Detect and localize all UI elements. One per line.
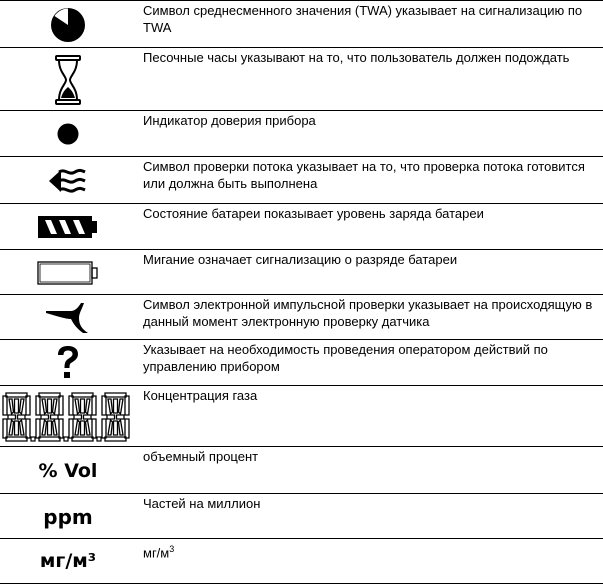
table-row	[0, 294, 603, 340]
table-row	[0, 110, 603, 157]
segment	[9, 420, 14, 435]
table-row	[0, 0, 603, 48]
segment	[108, 399, 113, 414]
segment	[102, 419, 106, 438]
twa-clock-icon	[0, 1, 136, 48]
segment	[48, 399, 52, 413]
segment	[72, 437, 93, 441]
segment	[102, 396, 106, 415]
mg-m3-symbol: мг/м³	[39, 550, 97, 572]
segment-digit	[69, 393, 96, 441]
segment	[53, 399, 58, 414]
segment	[59, 396, 63, 415]
unit-superscript: 3	[169, 544, 175, 554]
segment	[39, 393, 60, 397]
row-description: Символ электронной импульсной проверки указывает на происходящую в данный момент электронную проверку датчика	[143, 297, 593, 329]
segment	[119, 420, 124, 435]
decimal-point	[97, 437, 101, 441]
table-row	[0, 339, 603, 386]
segment	[72, 393, 93, 397]
segment	[114, 399, 118, 413]
segment	[41, 415, 49, 419]
segment	[26, 396, 30, 415]
segment	[8, 415, 16, 419]
flow-check-icon	[0, 157, 136, 204]
question-mark-icon	[0, 340, 136, 386]
row-description: Символ среднесменного значения (TWA) указывает на сигнализацию по TWA	[143, 3, 583, 35]
decimal-point	[64, 437, 68, 441]
segment	[117, 415, 125, 419]
segment	[92, 396, 96, 415]
segment	[59, 419, 63, 438]
table-row	[0, 47, 603, 111]
segment	[105, 437, 126, 441]
segment	[92, 419, 96, 438]
battery-empty-icon	[0, 250, 136, 295]
segment	[107, 415, 115, 419]
row-description: Концентрация газа	[143, 388, 258, 403]
segment	[39, 437, 60, 441]
segment	[36, 419, 40, 438]
segment	[114, 421, 118, 435]
segment	[75, 420, 80, 435]
segment	[3, 419, 7, 438]
row-description: объемный процент	[143, 449, 259, 464]
segment	[15, 399, 19, 413]
segment-display-icon	[0, 386, 136, 447]
table-row	[0, 493, 603, 539]
segment	[86, 420, 91, 435]
row-description: Частей на миллион	[143, 496, 261, 511]
segment	[20, 420, 25, 435]
segment	[81, 399, 85, 413]
unit-base: мг/м	[143, 545, 170, 561]
table-row	[0, 249, 603, 295]
segment	[42, 420, 47, 435]
segment	[18, 415, 26, 419]
segment-digit	[3, 393, 30, 441]
segment	[9, 399, 14, 414]
segment	[74, 415, 82, 419]
segment	[36, 396, 40, 415]
segment	[15, 421, 19, 435]
row-description: Мигание означает сигнализацию о разряде батареи	[143, 252, 458, 267]
row-description: Символ проверки потока указывает на то, что проверка потока готовится или должна быть выполнена	[143, 159, 585, 191]
e-bump-check-icon	[0, 295, 136, 340]
segment	[26, 419, 30, 438]
table-row	[0, 446, 603, 494]
segment	[81, 421, 85, 435]
segment	[6, 393, 27, 397]
segment-digit	[102, 393, 129, 441]
segment	[125, 419, 129, 438]
segment	[51, 415, 59, 419]
segment	[86, 399, 91, 414]
segment	[105, 393, 126, 397]
segment	[20, 399, 25, 414]
table-row	[0, 385, 603, 447]
segment	[48, 421, 52, 435]
row-description	[143, 541, 599, 562]
segment	[125, 396, 129, 415]
row-description: Состояние батареи показывает уровень заряда батареи	[143, 206, 484, 221]
segment	[42, 399, 47, 414]
hourglass-icon	[0, 48, 136, 111]
row-description: Песочные часы указывают на то, что пользователь должен подождать	[143, 50, 570, 65]
ppm-symbol: ppm	[43, 504, 93, 529]
table-row	[0, 538, 603, 584]
segment	[3, 396, 7, 415]
segment	[69, 419, 73, 438]
decimal-point	[31, 437, 35, 441]
row-description: Индикатор доверия прибора	[143, 113, 316, 128]
segment	[84, 415, 92, 419]
table-row	[0, 203, 603, 250]
segment	[119, 399, 124, 414]
segment	[6, 437, 27, 441]
segment	[69, 396, 73, 415]
filled-circle-icon	[0, 111, 136, 157]
segment	[75, 399, 80, 414]
row-description: Указывает на необходимость проведения оператором действий по управлению прибором	[143, 342, 548, 374]
segment	[108, 420, 113, 435]
battery-full-icon	[0, 204, 136, 250]
segment-digit	[36, 393, 63, 441]
vol-percent-symbol: % Vol	[38, 459, 98, 482]
table-row	[0, 156, 603, 204]
segment	[53, 420, 58, 435]
